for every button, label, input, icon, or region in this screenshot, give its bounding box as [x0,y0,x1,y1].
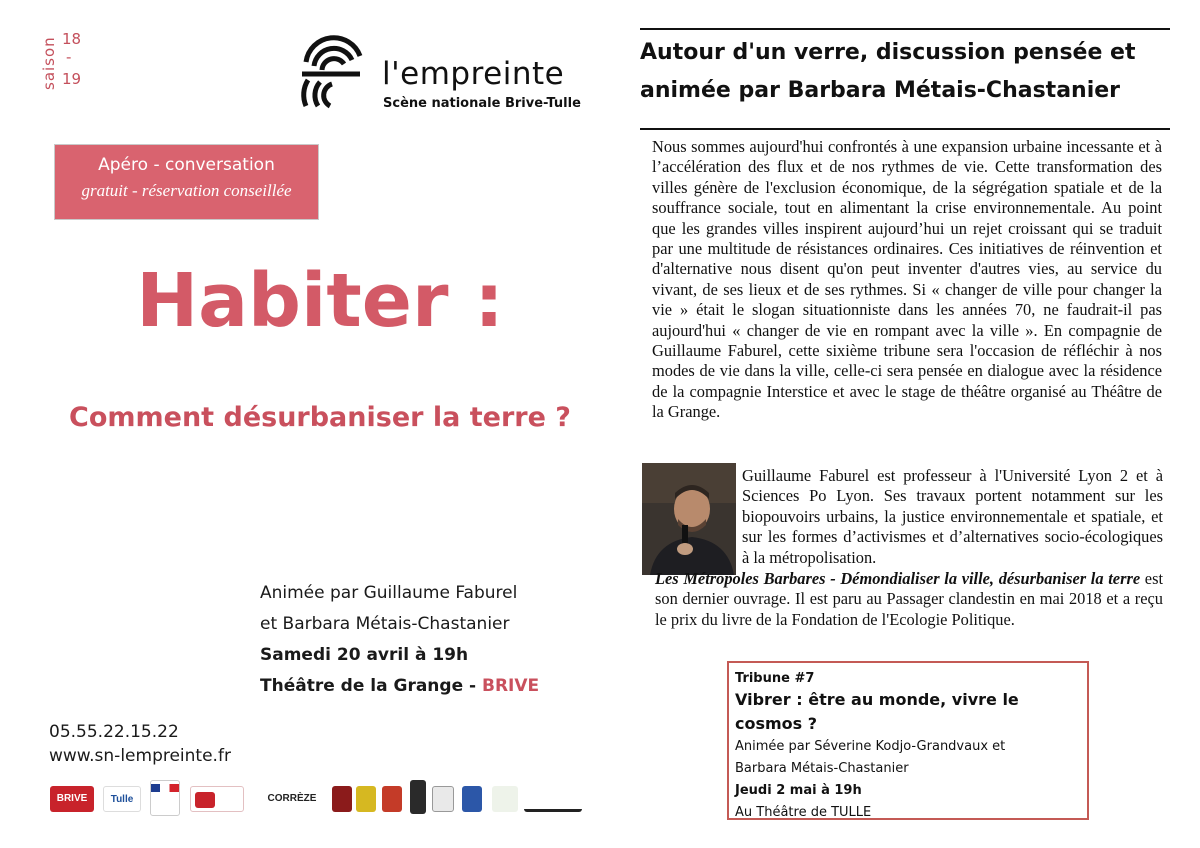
book-details: est son dernier ouvrage. Il est paru au Passager clandestin en mai 2018 et a reçu le prix du livre de la Fondation de l'Ecologie Politique. [655,569,1163,629]
correze-logo: CORRÈZE [264,786,320,812]
ministry-culture-logo [150,780,180,816]
badge-subtitle: gratuit - réservation conseillée [81,181,292,200]
nouvelle-aquitaine-logo [190,786,244,812]
main-title: Habiter : [136,258,504,344]
book-paragraph [655,569,1163,630]
town-crest-3-icon [382,786,402,812]
season-year-top: 18 [62,30,82,48]
town-crest-2-icon [356,786,376,812]
town-crest-4-icon [410,780,426,814]
event-venue: Théâtre de la Grange - [260,676,482,696]
tribune-venue: Au Théâtre de TULLE [735,805,872,820]
tribune-date: Jeudi 2 mai à 19h [735,783,862,798]
credits-line-2: et Barbara Métais-Chastanier [260,614,510,634]
town-crest-1-icon [332,786,352,812]
top-rule [640,28,1170,30]
brive-logo: BRIVE [50,786,94,812]
town-crest-6-icon [462,786,482,812]
section-heading: Autour d'un verre, discussion pensée et animée par Barbara Métais-Chastanier [640,40,1136,103]
aubazine-logo [492,786,518,812]
badge-title: Apéro - conversation [98,155,275,175]
partner-logos [48,776,588,820]
lempreinte-logo-icon [298,30,368,110]
season-year-bottom: 19 [62,70,82,88]
contact-info [49,720,231,768]
event-city: BRIVE [482,676,540,696]
sub-title: Comment désurbaniser la terre ? [69,402,571,433]
heading-rule [640,128,1170,130]
tulle-logo: Tulle [103,786,141,812]
speaker-bio: Guillaume Faburel est professeur à l'Université Lyon 2 et à Sciences Po Lyon. Ses travaux portent notamment sur les biopouvoirs urbains, la justice environnementale et spatiale, et sur les formes d’activismes et d’alternatives socio-écologiques à la métropolisation. [742,466,1163,567]
event-credits [260,578,539,702]
next-tribune-box [727,661,1089,820]
season-dash: - [66,48,72,66]
tribune-line-1: Animée par Séverine Kodjo-Grandvaux et [735,739,1006,754]
tribune-title: Vibrer : être au monde, vivre le cosmos ? [735,690,1019,733]
brand-subtitle: Scène nationale Brive-Tulle [383,96,581,111]
season-word: saison [40,36,58,90]
tribune-label: Tribune #7 [735,671,815,686]
phone-number[interactable]: 05.55.22.15.22 [49,722,179,742]
book-title: Les Métropoles Barbares - Démondialiser la ville, désurbaniser la terre [655,569,1141,588]
brand-name: l'empreinte [382,56,565,92]
montignac-logo [524,786,582,812]
event-date: Samedi 20 avril à 19h [260,645,469,665]
description-text: Nous sommes aujourd'hui confrontés à une expansion urbaine incessante et à l’accélération des flux et de nos rythmes de vie. Cette transformation des villes génère de l'exclusion économique, de la ségrégation spatiale et de la souffrance sociale, tout en alimentant la crise environnementale. Au point que les grandes villes inspirent aujourd’hui un rejet croissant qui se traduit par une multitude de résistances ordinaires. Ces initiatives de réinvention et d'alternative nous disent qu'on peut inventer d'autres vies, au service du vivant, de ses lieux et de ses rythmes. Si « changer de ville pour changer la vie » était le slogan situationniste dans les années 70, ne faudrait-il pas aujourd'hui « changer de vie en rompant avec la ville ». En compagnie de Guillaume Faburel, cette sixième tribune sera l'occasion de réfléchir à nos modes de vie dans la ville, celle-ci sera pensée en dialogue avec la résidence de la compagnie Interstice et avec le stage de théâtre organisé au Théâtre de la Grange. [652,137,1162,422]
website-link[interactable]: www.sn-lempreinte.fr [49,746,231,766]
event-type-badge [54,144,319,220]
season-marker [38,26,88,96]
speaker-photo [642,463,736,575]
tribune-line-2: Barbara Métais-Chastanier [735,761,909,776]
event-venue-line [260,671,539,702]
credits-line-1: Animée par Guillaume Faburel [260,583,518,603]
town-crest-5-icon [432,786,454,812]
